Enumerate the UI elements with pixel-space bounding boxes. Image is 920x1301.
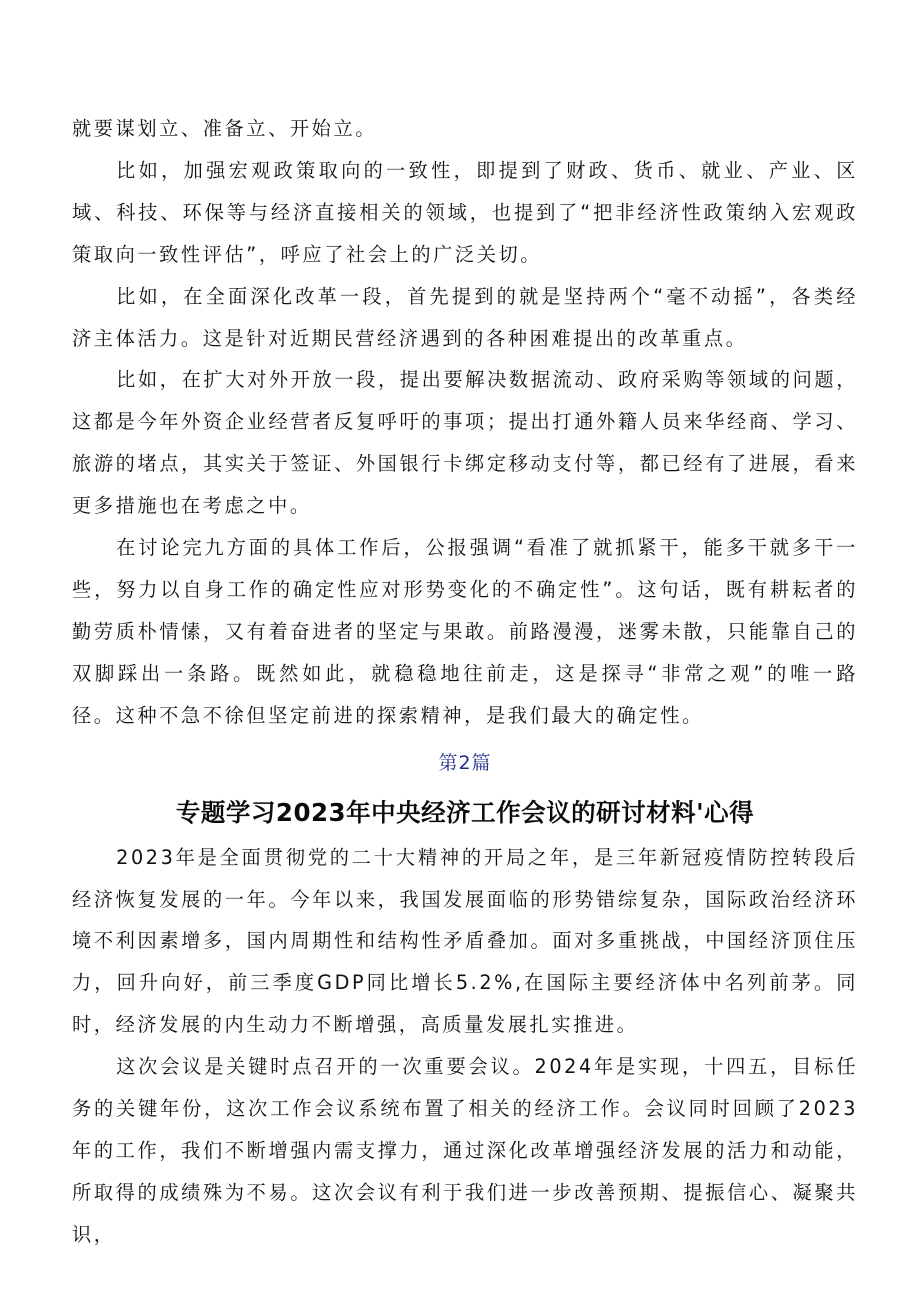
paragraph: 比如，在全面深化改革一段，首先提到的就是坚持两个“毫不动摇”，各类经济主体活力。这是针对近期民营经济遇到的各种困难提出的改革重点。 <box>72 284 858 350</box>
paragraph: 比如，加强宏观政策取向的一致性，即提到了财政、货币、就业、产业、区域、科技、环保等与经济直接相关的领域，也提到了“把非经济性政策纳入宏观政策取向一致性评估”，呼应了社会上的广泛关切。 <box>72 158 858 266</box>
document-page <box>72 108 858 1256</box>
paragraph: 这次会议是关键时点召开的一次重要会议。2024年是实现，十四五，目标任务的关键年份，这次工作会议系统布置了相关的经济工作。会议同时回顾了2023年的工作，我们不断增强内需支撑力，通过深化改革增强经济发展的活力和动能，所取得的成绩殊为不易。这次会议有利于我们进一步改善预期、提振信心、凝聚共识， <box>72 1055 858 1246</box>
section-label: 第2篇 <box>438 751 492 774</box>
paragraph: 就要谋划立、准备立、开始立。 <box>72 117 378 140</box>
article-title: 专题学习2023年中央经济工作会议的研讨材料'心得 <box>175 797 755 827</box>
paragraph: 2023年是全面贯彻党的二十大精神的开局之年，是三年新冠疫情防控转段后经济恢复发展的一年。今年以来，我国发展面临的形势错综复杂，国际政治经济环境不利因素增多，国内周期性和结构性矛盾叠加。面对多重挑战，中国经济顶住压力，回升向好，前三季度GDP同比增长5.2%,在国际主要经济体中名列前茅。同时，经济发展的内生动力不断增强，高质量发展扎实推进。 <box>72 845 858 1037</box>
paragraph: 在讨论完九方面的具体工作后，公报强调“看准了就抓紧干，能多干就多干一些，努力以自身工作的确定性应对形势变化的不确定性”。这句话，既有耕耘者的勤劳质朴情愫，又有着奋进者的坚定与果敢。前路漫漫，迷雾未散，只能靠自己的双脚踩出一条路。既然如此，就稳稳地往前走，这是探寻“非常之观”的唯一路径。这种不急不徐但坚定前进的探索精神，是我们最大的确定性。 <box>72 536 858 727</box>
paragraph: 比如，在扩大对外开放一段，提出要解决数据流动、政府采购等领域的问题，这都是今年外资企业经营者反复呼吁的事项；提出打通外籍人员来华经商、学习、旅游的堵点，其实关于签证、外国银行卡绑定移动支付等，都已经有了进展，看来更多措施也在考虑之中。 <box>72 368 858 518</box>
